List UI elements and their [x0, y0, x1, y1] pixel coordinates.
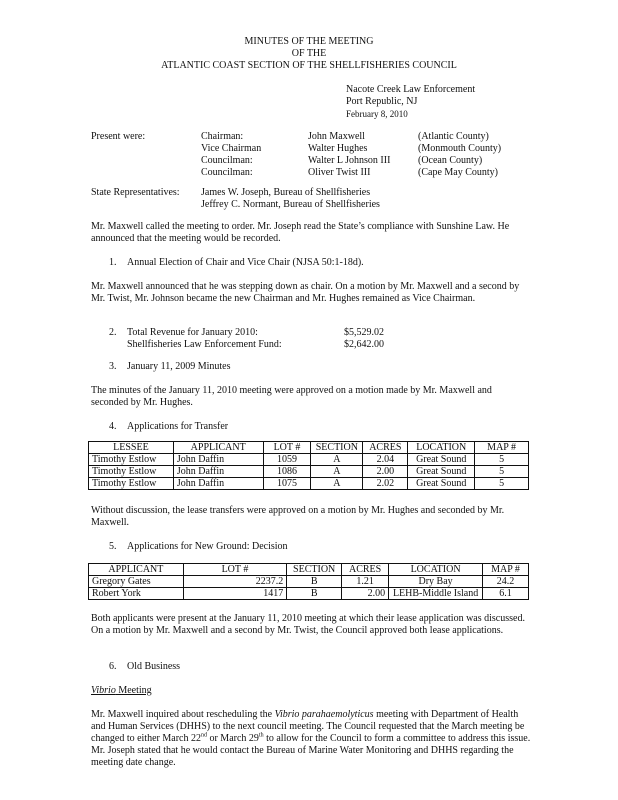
- member-role: Vice Chairman: [201, 143, 262, 154]
- column-header: LOT #: [183, 564, 286, 576]
- column-header: SECTION: [311, 442, 363, 454]
- table-cell: Timothy Estlow: [89, 454, 174, 466]
- table-cell: Great Sound: [408, 478, 475, 490]
- item-2-number: 2.: [109, 327, 117, 338]
- column-header: MAP #: [475, 442, 529, 454]
- meeting-date: February 8, 2010: [346, 109, 408, 119]
- superscript-th: th: [258, 732, 264, 739]
- member-role: Councilman:: [201, 155, 253, 166]
- item-4-number: 4.: [109, 421, 117, 432]
- table-cell: John Daffin: [173, 466, 263, 478]
- table-cell: LEHB-Middle Island: [389, 588, 483, 600]
- table-cell: John Daffin: [173, 454, 263, 466]
- item-5-title: Applications for New Ground: Decision: [127, 541, 288, 552]
- table-cell: 24.2: [483, 576, 529, 588]
- member-county: (Atlantic County): [418, 131, 489, 142]
- item-3-number: 3.: [109, 361, 117, 372]
- table-cell: 1086: [263, 466, 311, 478]
- item-6-number: 6.: [109, 661, 117, 672]
- table-cell: 2.00: [363, 466, 408, 478]
- revenue-label: Total Revenue for January 2010:: [127, 327, 258, 338]
- transfer-table: [88, 441, 529, 490]
- state-rep-name: James W. Joseph, Bureau of Shellfisheries: [201, 187, 371, 198]
- member-county: (Ocean County): [418, 155, 483, 166]
- table-cell: 2.02: [363, 478, 408, 490]
- table-cell: Great Sound: [408, 466, 475, 478]
- vibrio-text-italic: Vibrio parahaemolyticus: [274, 709, 374, 720]
- table-cell: 5: [475, 454, 529, 466]
- column-header: SECTION: [287, 564, 342, 576]
- table-cell: Dry Bay: [389, 576, 483, 588]
- table-cell: Great Sound: [408, 454, 475, 466]
- item-5-text: Both applicants were present at the January 11, 2010 meeting at which their lease application was discussed. On a motion by Mr. Maxwell and a second by Mr. Twist, the Council approved both lease applications.: [91, 613, 525, 636]
- table-cell: A: [311, 466, 363, 478]
- member-name: Walter Hughes: [308, 143, 368, 154]
- table-cell: Timothy Estlow: [89, 478, 174, 490]
- vibrio-text-e: to allow for the Council to form a committee to address this issue. Mr. Joseph stated that he would contact the Bureau of Marine Water Monitoring and DHHS regarding the meeting date change.: [91, 733, 531, 768]
- table-cell: 5: [475, 466, 529, 478]
- table-cell: 2237.2: [183, 576, 286, 588]
- table-cell: 1.21: [342, 576, 389, 588]
- revenue-value: $5,529.02: [344, 327, 384, 338]
- item-4-text: Without discussion, the lease transfers were approved on a motion by Mr. Hughes and seconded by Mr. Maxwell.: [91, 505, 505, 528]
- table-header-row: [89, 442, 529, 454]
- table-cell: B: [287, 576, 342, 588]
- column-header: LESSEE: [89, 442, 174, 454]
- table-cell: Gregory Gates: [89, 576, 184, 588]
- fund-value: $2,642.00: [344, 339, 384, 350]
- table-cell: 5: [475, 478, 529, 490]
- new-ground-table: [88, 563, 529, 600]
- vibrio-text-a: Mr. Maxwell inquired about rescheduling the: [91, 709, 275, 720]
- table-cell: B: [287, 588, 342, 600]
- vibrio-text-d: or March 29: [206, 733, 259, 744]
- table-header-row: [89, 564, 529, 576]
- column-header: LOCATION: [389, 564, 483, 576]
- intro-paragraph: Mr. Maxwell called the meeting to order. Mr. Joseph read the State’s compliance with Sunshine Law. He announced that the meeting would be recorded.: [91, 221, 510, 244]
- item-3-text: The minutes of the January 11, 2010 meeting were approved on a motion made by Mr. Maxwell and seconded by Mr. Hughes.: [91, 385, 492, 408]
- vibrio-text-c: meeting with Department of Health and Human Services (DHHS) to the next council meeting. The Council requested that the March meeting be changed to either March 22: [91, 709, 525, 744]
- state-reps-label: State Representatives:: [91, 187, 180, 198]
- member-county: (Cape May County): [418, 167, 498, 178]
- member-role: Councilman:: [201, 167, 253, 178]
- vibrio-paragraph: [91, 709, 531, 769]
- fund-label: Shellfisheries Law Enforcement Fund:: [127, 339, 282, 350]
- column-header: LOCATION: [408, 442, 475, 454]
- member-county: (Monmouth County): [418, 143, 502, 154]
- table-row: [89, 576, 529, 588]
- column-header: APPLICANT: [173, 442, 263, 454]
- title-line-3: ATLANTIC COAST SECTION OF THE SHELLFISHERIES COUNCIL: [161, 60, 457, 71]
- item-5-number: 5.: [109, 541, 117, 552]
- superscript-nd: nd: [200, 732, 207, 739]
- item-1-number: 1.: [109, 257, 117, 268]
- member-role: Chairman:: [201, 131, 244, 142]
- vibrio-heading-rest: Meeting: [115, 685, 152, 696]
- item-4-title: Applications for Transfer: [127, 421, 229, 432]
- table-cell: 1059: [263, 454, 311, 466]
- column-header: ACRES: [363, 442, 408, 454]
- member-name: John Maxwell: [308, 131, 365, 142]
- title-line-1: MINUTES OF THE MEETING: [244, 36, 374, 47]
- member-name: Oliver Twist III: [308, 167, 371, 178]
- table-row: [89, 478, 529, 490]
- table-cell: 6.1: [483, 588, 529, 600]
- table-row: [89, 454, 529, 466]
- table-row: [89, 588, 529, 600]
- table-cell: 1417: [183, 588, 286, 600]
- vibrio-meeting-heading: [91, 685, 152, 697]
- item-1-text: Mr. Maxwell announced that he was stepping down as chair. On a motion by Mr. Maxwell and a second by Mr. Twist, Mr. Johnson became the new Chairman and Mr. Hughes remained as Vice Chairman.: [91, 281, 520, 304]
- column-header: ACRES: [342, 564, 389, 576]
- state-rep-name: Jeffrey C. Normant, Bureau of Shellfisheries: [201, 199, 380, 210]
- column-header: LOT #: [263, 442, 311, 454]
- table-cell: A: [311, 478, 363, 490]
- table-cell: Robert York: [89, 588, 184, 600]
- table-cell: John Daffin: [173, 478, 263, 490]
- vibrio-heading-italic: Vibrio: [91, 685, 116, 696]
- column-header: APPLICANT: [89, 564, 184, 576]
- table-cell: Timothy Estlow: [89, 466, 174, 478]
- table-cell: A: [311, 454, 363, 466]
- location-city: Port Republic, NJ: [346, 96, 418, 107]
- table-cell: 2.04: [363, 454, 408, 466]
- present-label: Present were:: [91, 131, 146, 142]
- table-cell: 1075: [263, 478, 311, 490]
- item-1-title: Annual Election of Chair and Vice Chair (NJSA 50:1-18d).: [127, 257, 364, 268]
- title-line-2: OF THE: [291, 48, 327, 59]
- column-header: MAP #: [483, 564, 529, 576]
- item-3-title: January 11, 2009 Minutes: [127, 361, 231, 372]
- location-place: Nacote Creek Law Enforcement: [346, 84, 476, 95]
- table-row: [89, 466, 529, 478]
- member-name: Walter L Johnson III: [308, 155, 391, 166]
- table-cell: 2.00: [342, 588, 389, 600]
- item-6-title: Old Business: [127, 661, 181, 672]
